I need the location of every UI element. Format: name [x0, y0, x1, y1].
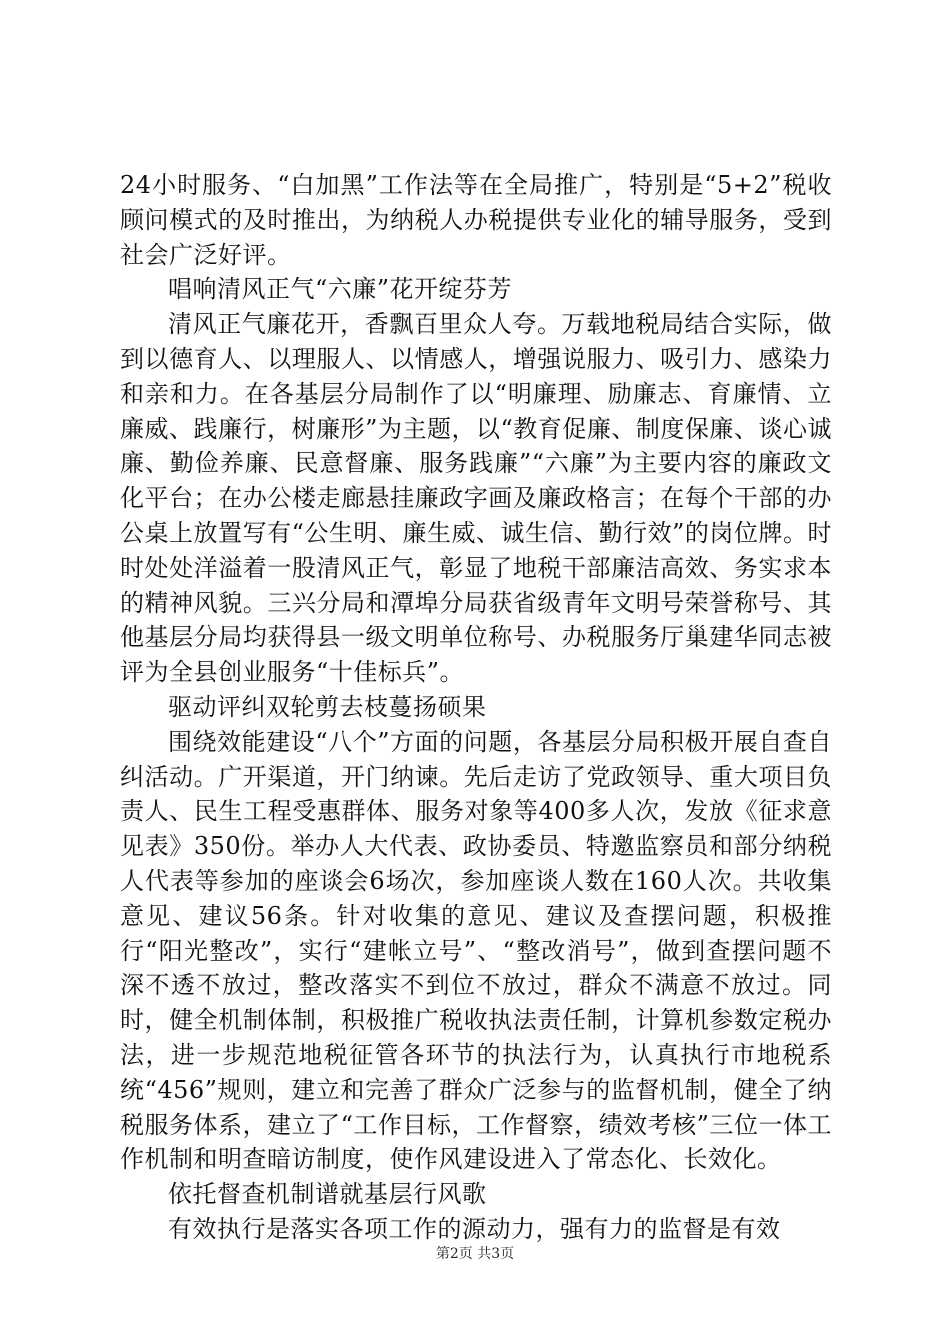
paragraph-continuation: 24小时服务、“白加黑”工作法等在全局推广，特别是“5+2”税收顾问模式的及时推出，为纳税人办税提供专业化的辅导服务，受到社会广泛好评。 — [120, 171, 832, 269]
section-heading-liulian: 唱响清风正气“六廉”花开绽芬芳 — [168, 275, 513, 304]
document-body — [120, 168, 832, 1247]
section-heading-ducha: 依托督查机制谱就基层行风歌 — [168, 1180, 487, 1209]
paragraph-pingjiu: 围绕效能建设“八个”方面的问题，各基层分局积极开展自查自纠活动。广开渠道，开门纳谏。先后走访了党政领导、重大项目负责人、民生工程受惠群体、服务对象等400多人次，发放《征求意见表》350份。举办人大代表、政协委员、特邀监察员和部分纳税人代表等参加的座谈会6场次，参加座谈人数在160人次。共收集意见、建议56条。针对收集的意见、建议及查摆问题，积极推行“阳光整改”，实行“建帐立号”、“整改消号”，做到查摆问题不深不透不放过，整改落实不到位不放过，群众不满意不放过。同时，健全机制体制，积极推广税收执法责任制，计算机参数定税办法，进一步规范地税征管各环节的执法行为，认真执行市地税系统“456”规则，建立和完善了群众广泛参与的监督机制，健全了纳税服务体系，建立了“工作目标，工作督察，绩效考核”三位一体工作机制和明查暗访制度，使作风建设进入了常态化、长效化。 — [120, 727, 832, 1174]
paragraph-liulian: 清风正气廉花开，香飘百里众人夸。万载地税局结合实际，做到以德育人、以理服人、以情感人，增强说服力、吸引力、感染力和亲和力。在各基层分局制作了以“明廉理、励廉志、育廉情、立廉威、践廉行，树廉形”为主题，以“教育促廉、制度保廉、谈心诚廉、勤俭养廉、民意督廉、服务践廉”“六廉”为主要内容的廉政文化平台；在办公楼走廊悬挂廉政字画及廉政格言；在每个干部的办公桌上放置写有“公生明、廉生威、诚生信、勤行效”的岗位牌。时时处处洋溢着一股清风正气，彰显了地税干部廉洁高效、务实求本的精神风貌。三兴分局和潭埠分局获省级青年文明号荣誉称号、其他基层分局均获得县一级文明单位称号、办税服务厅巢建华同志被评为全县创业服务“十佳标兵”。 — [120, 310, 832, 687]
page-number-footer: 第2页 共3页 — [435, 1246, 515, 1262]
section-heading-pingjiu: 驱动评纠双轮剪去枝蔓扬硕果 — [168, 692, 487, 721]
paragraph-ducha: 有效执行是落实各项工作的源动力，强有力的监督是有效 — [168, 1214, 781, 1243]
